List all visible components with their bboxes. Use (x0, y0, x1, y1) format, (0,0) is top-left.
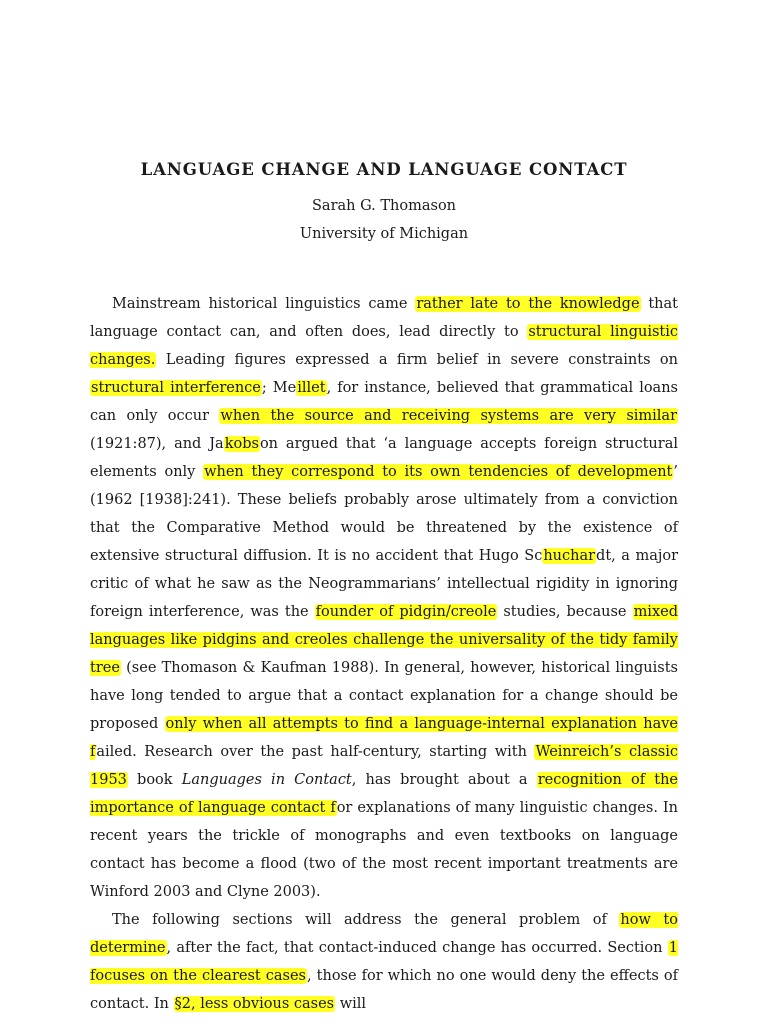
body-text (90, 290, 678, 1018)
highlight[interactable]: when the source and receiving systems are very similar (220, 408, 678, 424)
highlight[interactable]: recognition of the importance of language contact f (90, 772, 679, 816)
text-run: or explanations of many linguistic changes. In recent years the trickle of monographs and even textbooks on language contact has become a flood (two of the most recent important treatments are Winford 2003 and Clyne 2003). (90, 800, 678, 900)
author-affiliation: University of Michigan (299, 226, 469, 242)
highlight[interactable]: illet (297, 380, 326, 396)
highlight[interactable]: §2, less obvious cases (174, 996, 335, 1012)
highlight[interactable]: founder of pidgin/creole (315, 604, 497, 620)
text-run: on argued that ‘a language accepts foreign structural elements only (90, 436, 678, 480)
highlight[interactable]: mixed languages like pidgins and creoles challenge the universality of the tidy family tree (90, 604, 678, 676)
highlight[interactable]: rather late to the knowledge (416, 296, 640, 312)
highlight[interactable]: how to determine (90, 912, 678, 956)
text-run: Mainstream historical linguistics came (112, 296, 416, 312)
text-run: , after the fact, that contact-induced change has occurred. Section (166, 940, 668, 956)
text-run: (see Thomason & Kaufman 1988). In general, however, historical linguists have long tended to argue that a contact explanation for a change should be proposed (90, 660, 678, 732)
text-run: , those for which no one would deny the effects of contact. In (90, 968, 679, 1012)
text-run: ’ (1962 [1938]:241). These beliefs probably arose ultimately from a conviction that the Comparative Method would be threatened by the existence of extensive structural diffusion. It is no accident that Hugo Sc (90, 464, 678, 564)
text-run: will (335, 996, 367, 1012)
highlight[interactable]: Weinreich’s classic 1953 (90, 744, 678, 788)
highlight[interactable]: structural interference (91, 380, 261, 396)
text-run: Leading figures expressed a firm belief in severe constraints on (156, 352, 678, 368)
paragraph-1 (90, 290, 678, 906)
text-run: dt, a major critic of what he saw as the Neogrammarians’ intellectual rigidity in ignoring foreign interference, was the (90, 548, 678, 620)
text-run: , has brought about a (351, 772, 537, 788)
highlight[interactable]: when they correspond to its own tendencies of development (204, 464, 673, 480)
paper-title: LANGUAGE CHANGE AND LANGUAGE CONTACT (140, 160, 628, 179)
highlight[interactable]: kobs (224, 436, 259, 452)
book-title: Languages in Contact (181, 772, 352, 788)
highlight[interactable]: 1 focuses on the clearest cases (90, 940, 678, 984)
text-run: (1921:87), and Ja (90, 436, 224, 452)
highlight[interactable]: structural linguistic changes. (90, 324, 678, 368)
text-run: The following sections will address the general problem of (112, 912, 620, 928)
text-run: ailed. Research over the past half-century, starting with (96, 744, 535, 760)
text-run: that language contact can, and often does, lead directly to (90, 296, 678, 340)
highlight[interactable]: huchar (543, 548, 596, 564)
text-run: ; Me (261, 380, 297, 396)
text-run: , for instance, believed that grammatical loans can only occur (90, 380, 678, 424)
author-name: Sarah G. Thomason (311, 198, 457, 214)
text-run: studies, because (497, 604, 633, 620)
text-run: book (127, 772, 182, 788)
paragraph-2 (90, 906, 678, 1018)
highlight[interactable]: only when all attempts to find a language-internal explanation have f (90, 716, 678, 760)
